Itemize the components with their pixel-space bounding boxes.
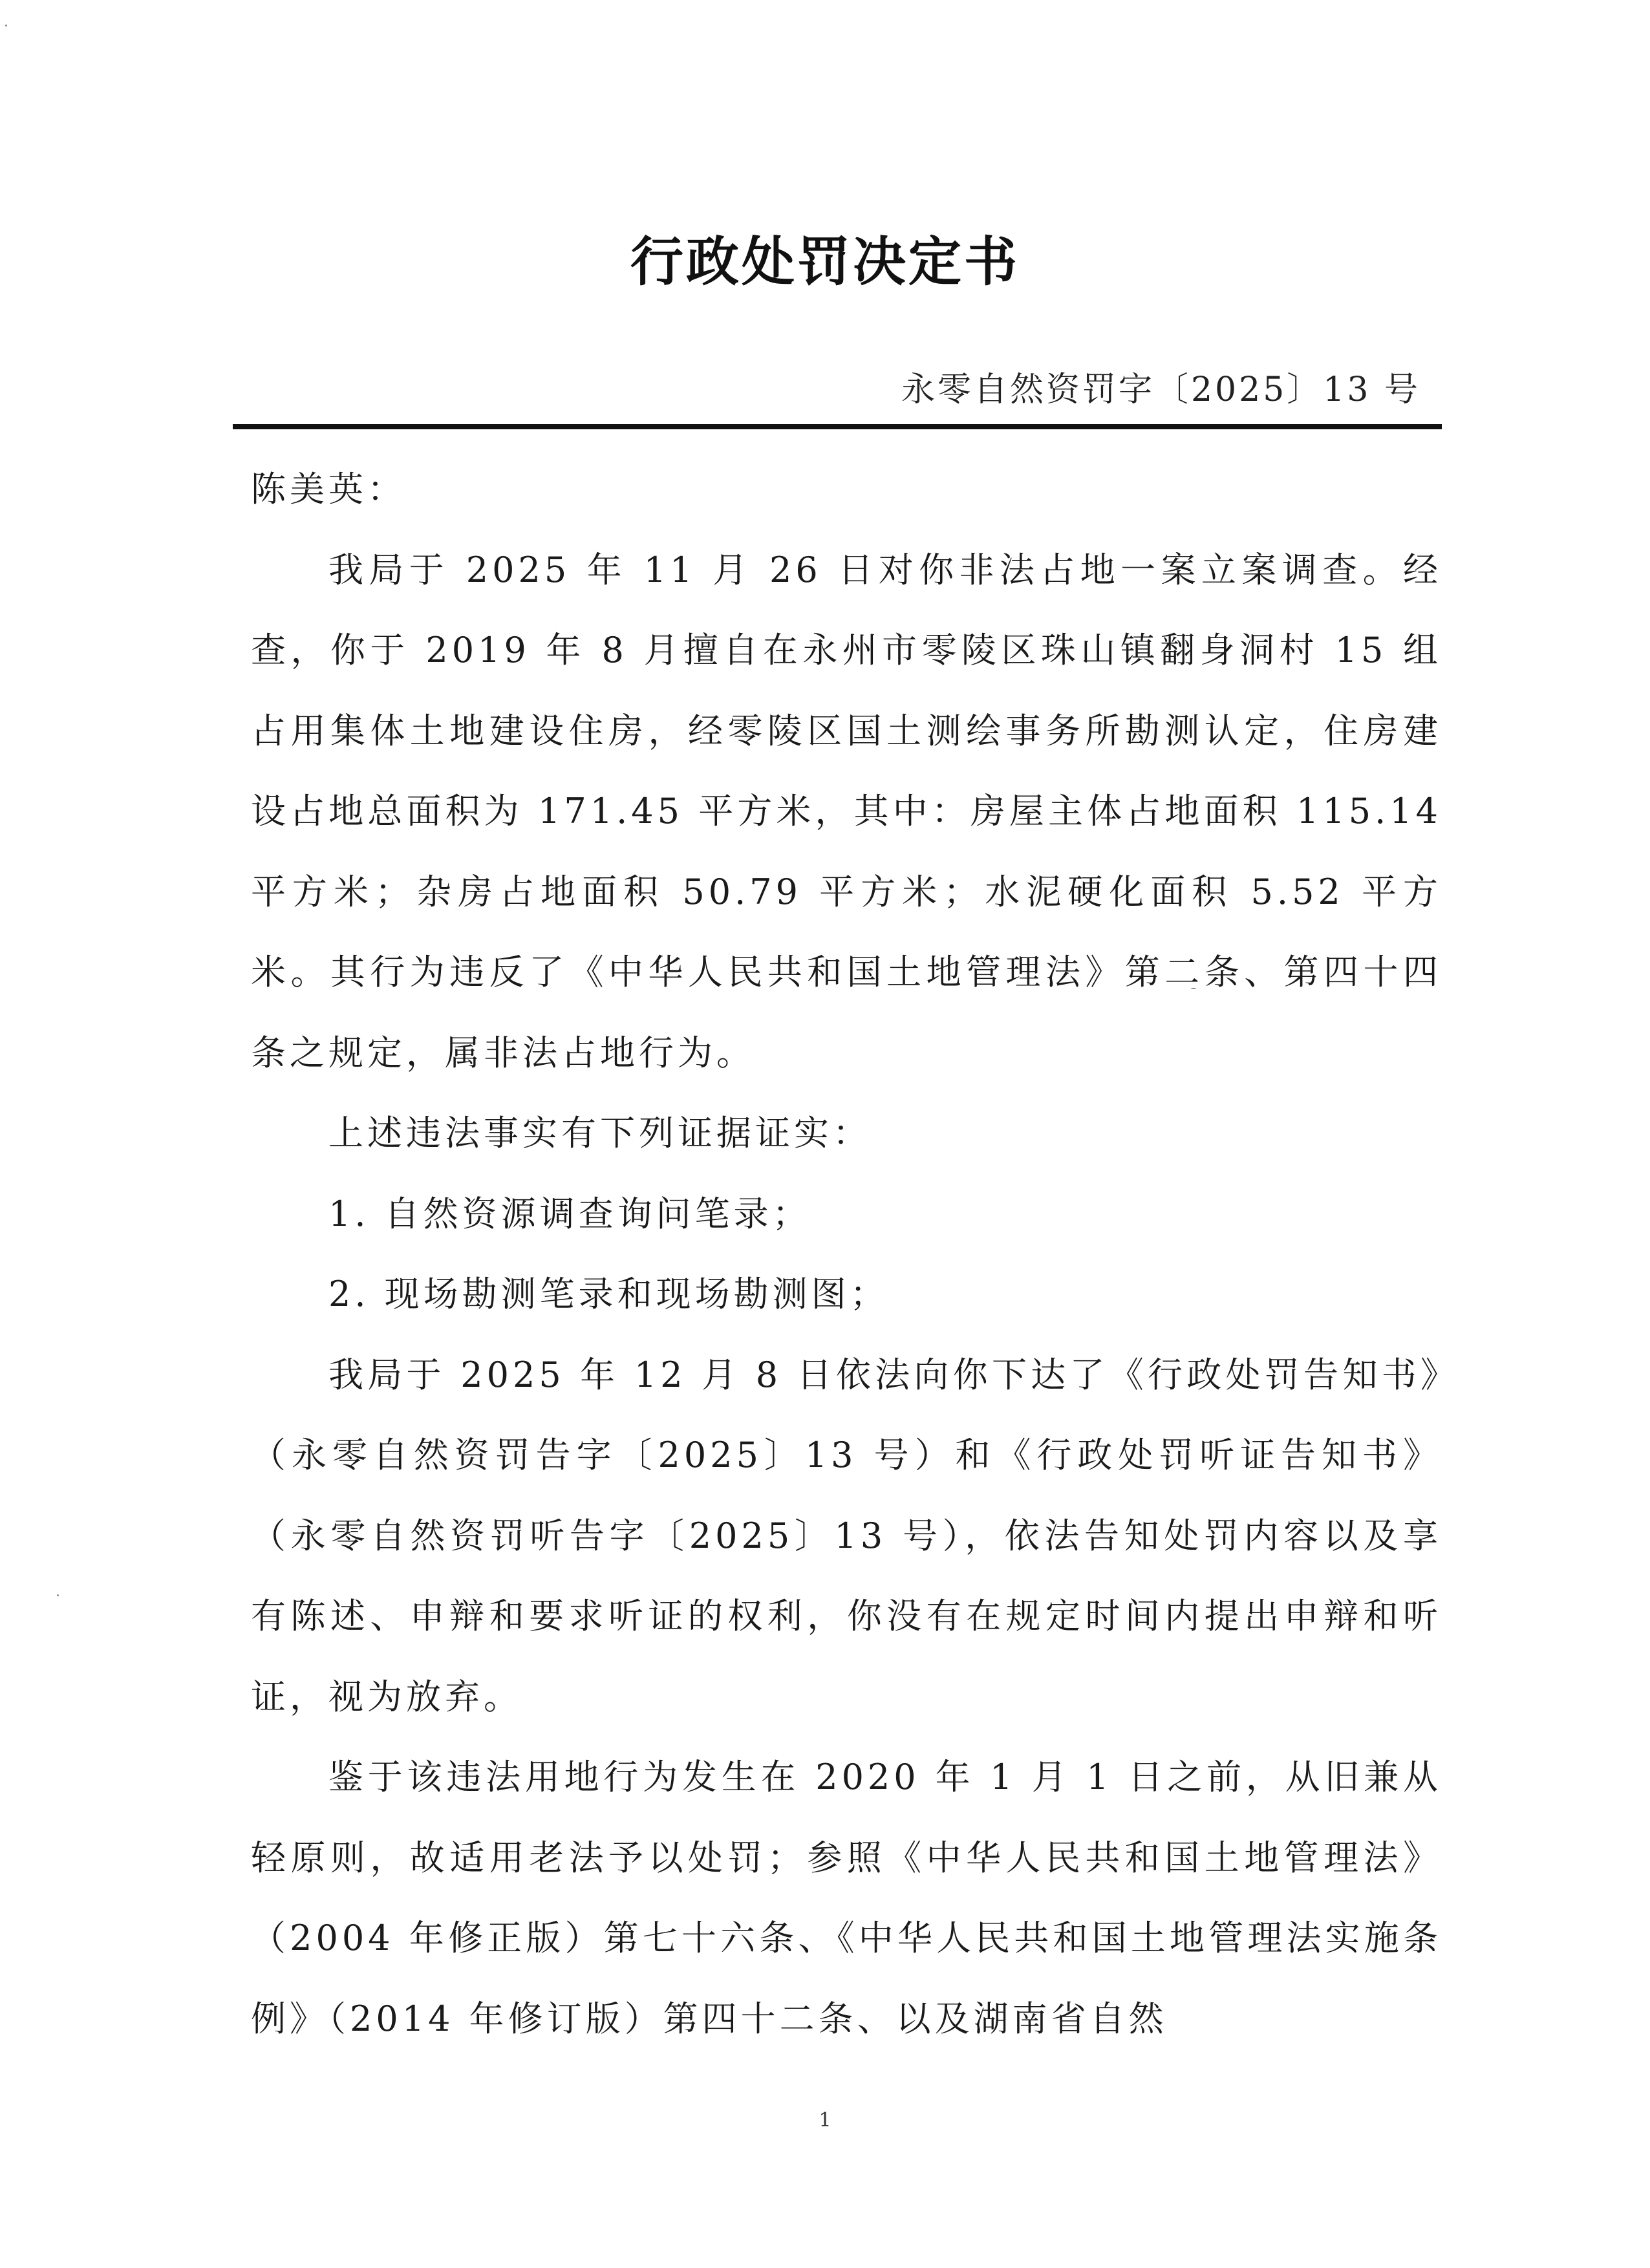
header-divider — [233, 424, 1442, 429]
paragraph-evidence-intro: 上述违法事实有下列证据证实： — [328, 1113, 872, 1153]
page-number: 1 — [819, 2109, 831, 2132]
document-number: 永零自然资罚字〔2025〕13 号 — [901, 370, 1420, 409]
evidence-item-2: 2. 现场勘测笔录和现场勘测图； — [328, 1274, 889, 1314]
evidence-item-1: 1. 自然资源调查询问笔录； — [328, 1193, 811, 1234]
paragraph-notification: 我局于 2025 年 12 月 8 日依法向你下达了《行政处罚告知书》（永零自然资罚告字〔2025〕13 号）和《行政处罚听证告知书》（永零自然资罚听告字〔2025〕13 号），依法告知处罚内容以及享有陈述、申辩和要求听证的权利，你没有在规定时间内提出申辩和听证，视为放弃。 — [251, 1354, 1442, 1717]
addressee: 陈美英： — [251, 469, 406, 509]
scan-speck — [5, 25, 7, 27]
document-title: 行政处罚决定书 — [630, 231, 1020, 293]
paragraph-facts: 我局于 2025 年 11 月 26 日对你非法占地一案立案调查。经查，你于 2019 年 8 月擅自在永州市零陵区珠山镇翻身洞村 15 组占用集体土地建设住房，经零陵区国土测绘事务所勘测认定，住房建设占地总面积为 171.45 平方米，其中：房屋主体占地面积 115.14 平方米；杂房占地面积 50.79 平方米；水泥硬化面积 5.52 平方米。其行为违反了《中华人民共和国土地管理法》第二条、第四十四条之规定，属非法占地行为。 — [251, 549, 1442, 1073]
scan-speck — [57, 1594, 59, 1596]
paragraph-legal-basis: 鉴于该违法用地行为发生在 2020 年 1 月 1 日之前，从旧兼从轻原则，故适用老法予以处罚；参照《中华人民共和国土地管理法》（2004 年修正版）第七十六条、《中华人民共和国土地管理法实施条例》（2014 年修订版）第四十二条、以及湖南省自然 — [251, 1757, 1442, 2039]
document-body — [251, 449, 1442, 2059]
